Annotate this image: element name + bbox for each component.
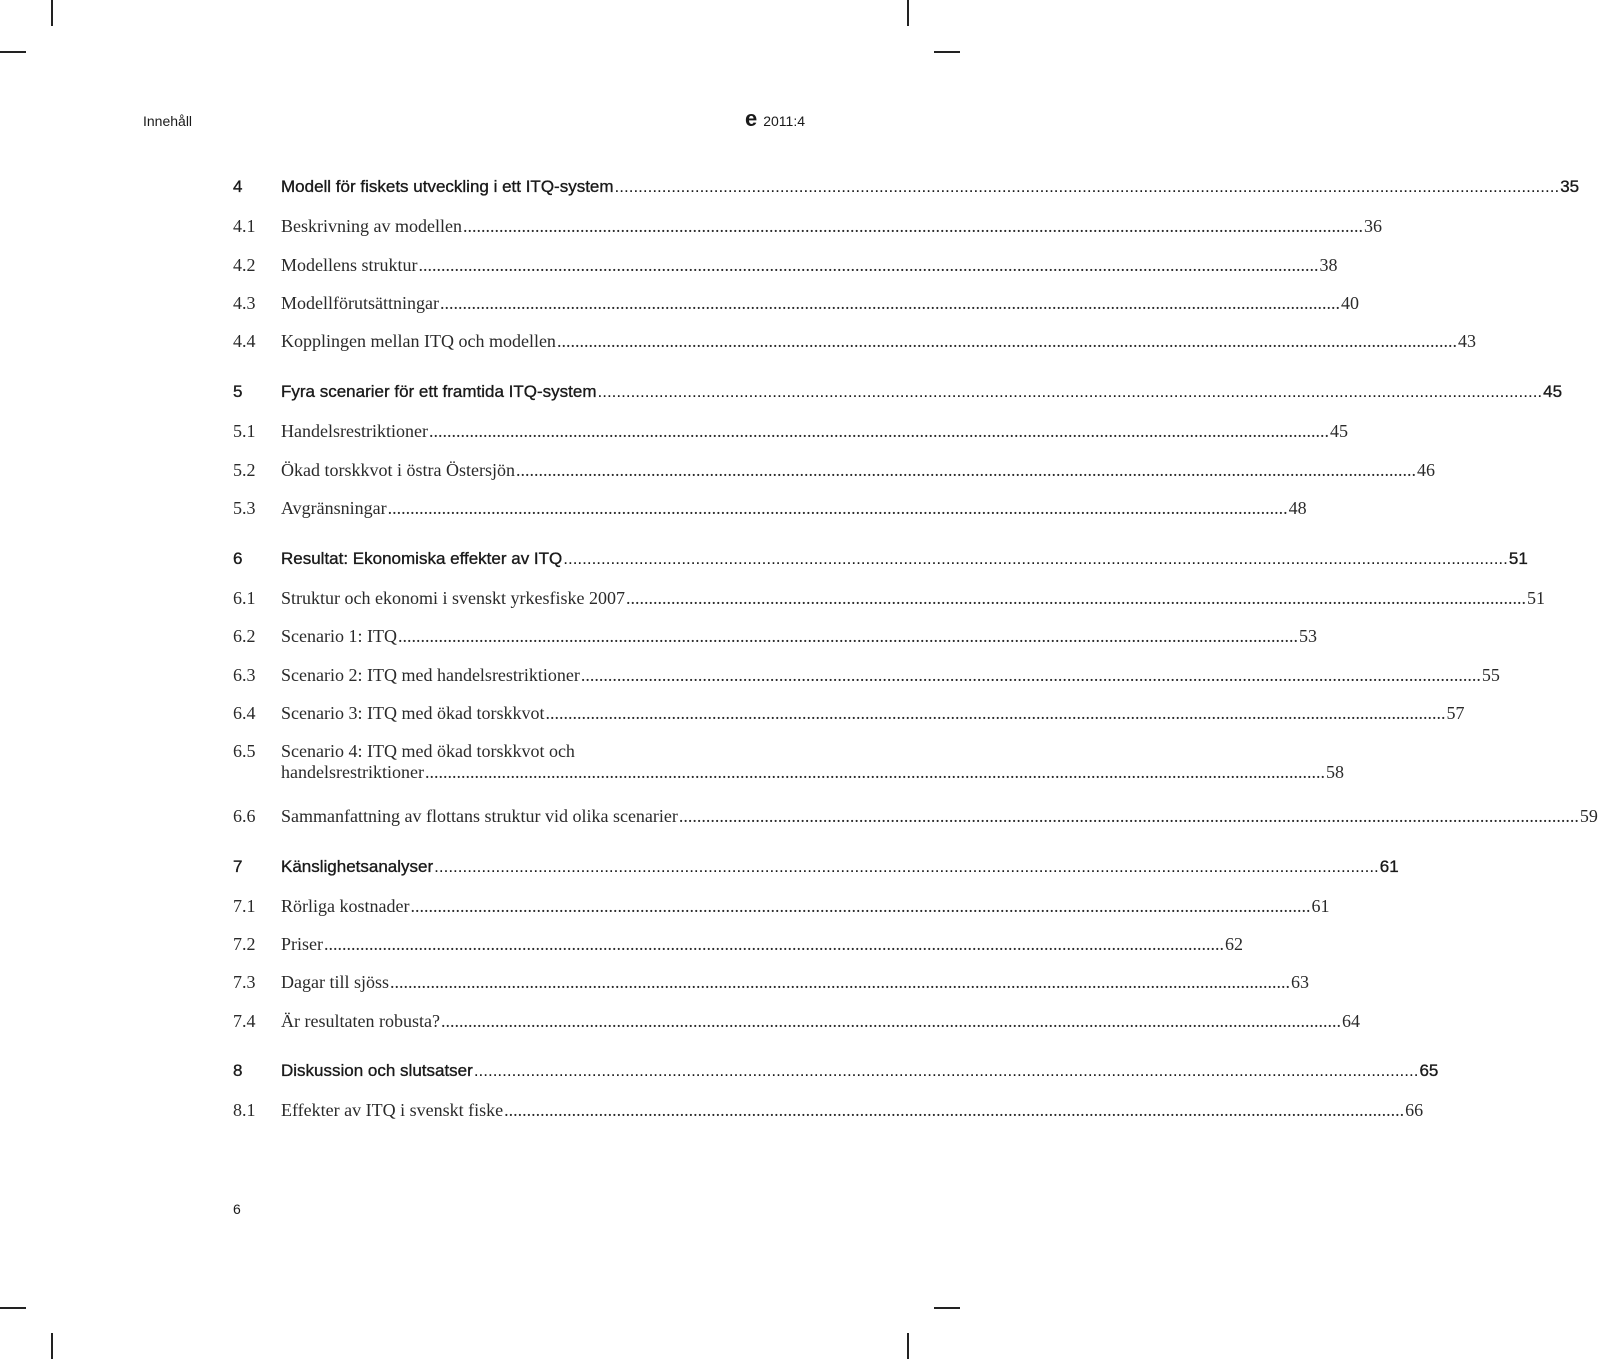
- toc-chapter-entry[interactable]: [233, 857, 1399, 877]
- toc-section-entry[interactable]: [233, 255, 1338, 276]
- toc-entry-title: Resultat: Ekonomiska effekter av ITQ: [281, 549, 563, 568]
- toc-entry-number: 5: [233, 382, 243, 401]
- crop-mark: [907, 1333, 909, 1359]
- toc-entry-number: 6.6: [233, 806, 256, 826]
- dot-leader: [388, 498, 1288, 519]
- crop-mark: [0, 51, 26, 53]
- dot-leader: [504, 1100, 1404, 1121]
- toc-entry-number: 7.3: [233, 972, 256, 992]
- toc-entry-title: Avgränsningar: [281, 498, 387, 518]
- crop-mark: [51, 1333, 53, 1359]
- toc-section-entry[interactable]: [233, 896, 1330, 917]
- dot-leader: [679, 806, 1579, 827]
- toc-page-number: 38: [1319, 255, 1338, 275]
- dot-leader: [626, 588, 1526, 609]
- dot-leader: [425, 762, 1325, 783]
- toc-page-number: 61: [1379, 857, 1399, 876]
- toc-entry-number: 7: [233, 857, 243, 876]
- toc-page-number: 36: [1363, 216, 1382, 236]
- toc-entry-number: 6.3: [233, 665, 256, 685]
- toc-page-number: 35: [1560, 177, 1580, 196]
- dot-leader: [441, 1011, 1341, 1032]
- toc-entry-number: 5.2: [233, 460, 256, 480]
- toc-section-entry[interactable]: [233, 741, 1344, 783]
- toc-entry-number: 4.3: [233, 293, 256, 313]
- toc-entry-number: 7.2: [233, 934, 256, 954]
- toc-section-entry[interactable]: [233, 1100, 1424, 1121]
- toc-chapter-entry[interactable]: [233, 382, 1563, 402]
- toc-page-number: 48: [1288, 498, 1307, 518]
- toc-entry-title: Modellförutsättningar: [281, 293, 439, 313]
- toc-entry-number: 6.2: [233, 626, 256, 646]
- toc-page-number: 58: [1325, 762, 1344, 782]
- toc-page-number: 57: [1446, 703, 1465, 723]
- toc-entry-title: Kopplingen mellan ITQ och modellen: [281, 331, 556, 351]
- toc-entry-title: Scenario 1: ITQ: [281, 626, 397, 646]
- toc-section-entry[interactable]: [233, 331, 1476, 352]
- toc-section-entry[interactable]: [233, 1011, 1360, 1032]
- toc-entry-number: 4: [233, 177, 243, 196]
- dot-leader: [429, 421, 1329, 442]
- toc-entry-title: Ökad torskkvot i östra Östersjön: [281, 460, 515, 480]
- crop-mark: [0, 1307, 26, 1309]
- toc-section-entry[interactable]: [233, 934, 1243, 955]
- toc-page-number: 64: [1341, 1011, 1360, 1031]
- toc-chapter-entry[interactable]: [233, 177, 1580, 197]
- dot-leader: [598, 382, 1543, 402]
- publication-id: [744, 106, 805, 131]
- toc-section-entry[interactable]: [233, 460, 1435, 481]
- toc-page-number: 59: [1579, 806, 1598, 826]
- toc-section-entry[interactable]: [233, 626, 1317, 647]
- toc-entry-number: 5.1: [233, 421, 256, 441]
- toc-page-number: 46: [1416, 460, 1435, 480]
- toc-entry-title: handelsrestriktioner: [281, 762, 424, 782]
- dot-leader: [398, 626, 1298, 647]
- publisher-logo: e: [744, 106, 758, 131]
- toc-page-number: 51: [1526, 588, 1545, 608]
- dot-leader: [440, 293, 1340, 314]
- toc-entry-number: 8.1: [233, 1100, 256, 1120]
- toc-page-number: 40: [1340, 293, 1359, 313]
- toc-entry-number: 7.4: [233, 1011, 256, 1031]
- page-number: 6: [233, 1201, 241, 1217]
- toc-page-number: 45: [1543, 382, 1563, 401]
- crop-mark: [934, 1307, 960, 1309]
- toc-entry-title: Fyra scenarier för ett framtida ITQ-system: [281, 382, 597, 401]
- toc-entry-title: Sammanfattning av flottans struktur vid olika scenarier: [281, 806, 678, 826]
- toc-page-number: 62: [1225, 934, 1243, 954]
- dot-leader: [463, 216, 1363, 237]
- issue-number: 2011:4: [763, 113, 805, 129]
- section-title: Innehåll: [143, 113, 193, 129]
- toc-entry-title: Rörliga kostnader: [281, 896, 410, 916]
- toc-entry-number: 4.4: [233, 331, 256, 351]
- toc-entry-number: 4.1: [233, 216, 256, 236]
- toc-entry-number: 6.5: [233, 741, 256, 761]
- toc-section-entry[interactable]: [233, 806, 1598, 827]
- toc-entry-title: Dagar till sjöss: [281, 972, 389, 992]
- dot-leader: [581, 665, 1481, 686]
- toc-page-number: 61: [1311, 896, 1330, 916]
- toc-entry-number: 6.1: [233, 588, 256, 608]
- toc-entry-title: Effekter av ITQ i svenskt fiske: [281, 1100, 504, 1120]
- toc-entry-title: Känslighetsanalyser: [281, 857, 434, 876]
- toc-entry-title: Scenario 4: ITQ med ökad torskkvot och: [281, 741, 575, 761]
- toc-page-number: 65: [1419, 1061, 1439, 1080]
- dot-leader: [390, 972, 1290, 993]
- running-header: [143, 106, 805, 132]
- dot-leader: [474, 1061, 1419, 1081]
- toc-section-entry[interactable]: [233, 216, 1382, 237]
- dot-leader: [434, 857, 1379, 877]
- toc-entry-number: 7.1: [233, 896, 256, 916]
- dot-leader: [557, 331, 1457, 352]
- toc-entry-number: 8: [233, 1061, 243, 1080]
- toc-entry-title: Handelsrestriktioner: [281, 421, 428, 441]
- toc-chapter-entry[interactable]: [233, 1061, 1439, 1081]
- dot-leader: [324, 934, 1224, 955]
- toc-page-number: 63: [1291, 972, 1309, 992]
- dot-leader: [615, 177, 1560, 197]
- toc-chapter-entry[interactable]: [233, 549, 1528, 569]
- dot-leader: [563, 549, 1508, 569]
- crop-mark: [934, 51, 960, 53]
- crop-mark: [51, 0, 53, 26]
- toc-page-number: 43: [1457, 331, 1476, 351]
- toc-page-number: 66: [1405, 1100, 1424, 1120]
- toc-page-number: 55: [1481, 665, 1500, 685]
- toc-section-entry[interactable]: [233, 588, 1545, 609]
- toc-section-entry[interactable]: [233, 293, 1359, 314]
- toc-entry-number: 6: [233, 549, 243, 568]
- dot-leader: [410, 896, 1310, 917]
- toc-entry-title: Är resultaten robusta?: [281, 1011, 440, 1031]
- toc-entry-title: Struktur och ekonomi i svenskt yrkesfiske 2007: [281, 588, 625, 608]
- toc-entry-title: Scenario 2: ITQ med handelsrestriktioner: [281, 665, 580, 685]
- toc-section-entry[interactable]: [233, 421, 1348, 442]
- crop-mark: [907, 0, 909, 26]
- toc-section-entry[interactable]: [233, 972, 1309, 993]
- dot-leader: [516, 460, 1416, 481]
- toc-entry-title: Priser: [281, 934, 323, 954]
- toc-page-number: 45: [1329, 421, 1348, 441]
- toc-section-entry[interactable]: [233, 498, 1307, 519]
- dot-leader: [419, 255, 1319, 276]
- toc-page-number: 53: [1298, 626, 1317, 646]
- toc-section-entry[interactable]: [233, 703, 1465, 724]
- toc-entry-title: Modellens struktur: [281, 255, 418, 275]
- toc-entry-title: Modell för fiskets utveckling i ett ITQ-system: [281, 177, 614, 196]
- toc-entry-title: Diskussion och slutsatser: [281, 1061, 473, 1080]
- toc-entry-title: Beskrivning av modellen: [281, 216, 462, 236]
- toc-entry-number: 5.3: [233, 498, 256, 518]
- toc-page-number: 51: [1508, 549, 1528, 568]
- dot-leader: [545, 703, 1445, 724]
- toc-entry-number: 6.4: [233, 703, 256, 723]
- toc-section-entry[interactable]: [233, 665, 1500, 686]
- toc-entry-number: 4.2: [233, 255, 256, 275]
- toc-entry-title: Scenario 3: ITQ med ökad torskkvot: [281, 703, 545, 723]
